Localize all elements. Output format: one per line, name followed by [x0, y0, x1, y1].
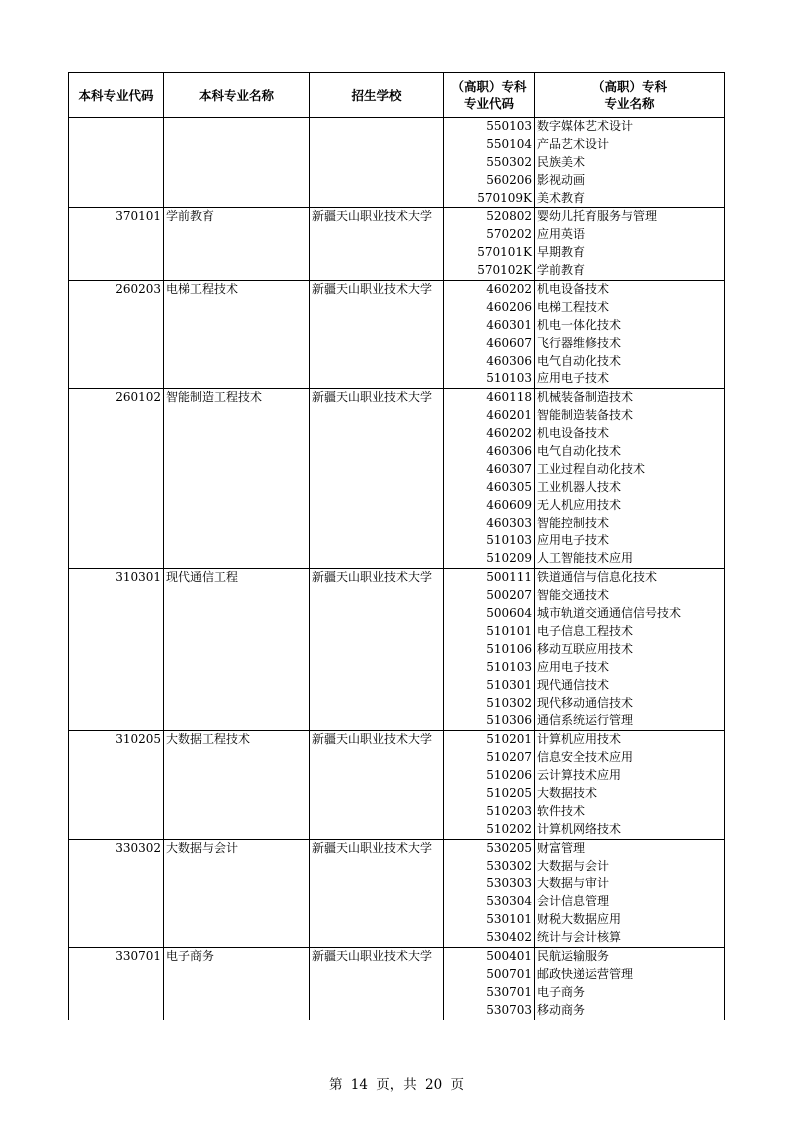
zk-name: 统计与会计核算: [537, 930, 622, 945]
bk-code-cell-text: 370101: [115, 209, 161, 224]
zk-code: 510106: [486, 641, 532, 656]
zk-code: 460306: [486, 353, 532, 368]
zk-name: 美术教育: [537, 190, 586, 205]
zk-code: 570202: [486, 227, 532, 242]
zk-code: 460201: [486, 408, 532, 423]
school-cell: [310, 839, 444, 947]
zk-code-cell: [444, 569, 535, 731]
school-cell-text: 新疆天山职业技术大学: [312, 570, 433, 585]
zk-code-cell: [444, 839, 535, 947]
zk-name: 应用电子技术: [537, 533, 610, 548]
bk-name-cell: [164, 208, 310, 281]
bk-name-cell-text: 大数据工程技术: [166, 732, 251, 747]
zk-name: 云计算技术应用: [537, 768, 622, 783]
zk-name: 移动互联应用技术: [537, 641, 634, 656]
zk-name: 移动商务: [537, 1002, 586, 1017]
bk-name-cell: [164, 839, 310, 947]
bk-name-cell-text: 电梯工程技术: [166, 282, 239, 297]
zk-name: 大数据技术: [537, 785, 598, 800]
zk-name: 计算机网络技术: [537, 821, 622, 836]
zk-code: 510202: [486, 821, 532, 836]
bk-name-cell-text: 电子商务: [166, 948, 215, 963]
zk-code: 510103: [486, 659, 532, 674]
zk-name: 机电设备技术: [537, 426, 610, 441]
zk-name-cell: [535, 208, 725, 281]
footer-total-pages: 20: [425, 1077, 443, 1093]
zk-name: 机电一体化技术: [537, 317, 622, 332]
zk-code: 530304: [486, 894, 532, 909]
zk-code: 510203: [486, 803, 532, 818]
zk-name: 早期教育: [537, 245, 586, 260]
zk-name: 智能交通技术: [537, 588, 610, 603]
table-row: [69, 208, 725, 281]
zk-code: 550104: [486, 136, 532, 151]
zk-code: 570109K: [477, 190, 532, 205]
zk-code: 520802: [486, 209, 532, 224]
zk-name: 财富管理: [537, 840, 586, 855]
zk-code: 460202: [486, 282, 532, 297]
zk-code: 510306: [486, 713, 532, 728]
zk-name: 民族美术: [537, 154, 586, 169]
zk-name: 机械装备制造技术: [537, 390, 634, 405]
bk-code-cell: [69, 947, 164, 1019]
table-row: [69, 118, 725, 208]
zk-code-cell: [444, 208, 535, 281]
zk-name: 电气自动化技术: [537, 353, 622, 368]
major-table: [68, 72, 725, 1020]
zk-code: 460307: [486, 461, 532, 476]
zk-name: 飞行器维修技术: [537, 335, 622, 350]
school-cell: [310, 569, 444, 731]
zk-name-cell: [535, 569, 725, 731]
zk-name: 智能制造装备技术: [537, 408, 634, 423]
bk-name-cell: [164, 947, 310, 1019]
school-cell: [310, 947, 444, 1019]
school-cell-text: 新疆天山职业技术大学: [312, 948, 433, 963]
zk-code: 530302: [486, 858, 532, 873]
zk-name: 会计信息管理: [537, 894, 610, 909]
zk-code: 500604: [486, 606, 532, 621]
table-row: [69, 731, 725, 839]
zk-name-cell: [535, 118, 725, 208]
zk-code: 460306: [486, 444, 532, 459]
bk-code-cell-text: 330302: [115, 840, 161, 855]
bk-name-cell-text: 学前教育: [166, 209, 215, 224]
zk-code: 460202: [486, 426, 532, 441]
zk-name: 信息安全技术应用: [537, 750, 634, 765]
school-cell-text: [310, 118, 443, 136]
zk-name: 通信系统运行管理: [537, 713, 634, 728]
bk-name-cell: [164, 389, 310, 569]
bk-code-cell: [69, 118, 164, 208]
zk-name: 机电设备技术: [537, 282, 610, 297]
zk-code-cell: [444, 947, 535, 1019]
footer-suffix: 页: [450, 1077, 465, 1093]
table-row: [69, 389, 725, 569]
table-row: [69, 569, 725, 731]
zk-code: 500401: [486, 948, 532, 963]
table-body: [69, 118, 725, 1020]
table-row: [69, 947, 725, 1019]
bk-code-cell: [69, 281, 164, 389]
bk-code-cell: [69, 731, 164, 839]
bk-code-cell: [69, 839, 164, 947]
zk-code: 460303: [486, 515, 532, 530]
zk-name: 影视动画: [537, 172, 586, 187]
zk-code-cell: [444, 731, 535, 839]
zk-code: 570101K: [477, 245, 532, 260]
header-bk-code: 本科专业代码: [69, 73, 164, 118]
zk-code: 530205: [486, 840, 532, 855]
zk-code: 570102K: [477, 263, 532, 278]
bk-name-cell-text: 现代通信工程: [166, 570, 239, 585]
school-cell-text: 新疆天山职业技术大学: [312, 390, 433, 405]
school-cell: [310, 118, 444, 208]
zk-name: 大数据与会计: [537, 858, 610, 873]
zk-code: 530402: [486, 930, 532, 945]
bk-code-cell: [69, 569, 164, 731]
zk-code: 460118: [486, 390, 532, 405]
footer-page-number: 14: [350, 1077, 368, 1093]
zk-name: 无人机应用技术: [537, 497, 622, 512]
zk-code: 500111: [486, 570, 532, 585]
zk-name: 应用电子技术: [537, 659, 610, 674]
bk-name-cell: [164, 569, 310, 731]
zk-name: 现代通信技术: [537, 677, 610, 692]
zk-code: 510206: [486, 768, 532, 783]
zk-code: 500701: [486, 966, 532, 981]
bk-code-cell: [69, 208, 164, 281]
bk-name-cell: [164, 731, 310, 839]
zk-name: 铁道通信与信息化技术: [537, 570, 658, 585]
bk-name-cell-text: [164, 118, 309, 136]
header-zk-code: （高职）专科 专业代码: [444, 73, 535, 118]
school-cell-text: 新疆天山职业技术大学: [312, 282, 433, 297]
zk-code: 460305: [486, 479, 532, 494]
bk-code-cell-text: 310205: [115, 732, 161, 747]
zk-name: 数字媒体艺术设计: [537, 119, 634, 133]
school-cell-text: 新疆天山职业技术大学: [312, 840, 433, 855]
zk-code: 460607: [486, 335, 532, 350]
zk-code: 460301: [486, 317, 532, 332]
header-bk-name: 本科专业名称: [164, 73, 310, 118]
zk-name: 应用电子技术: [537, 371, 610, 386]
zk-name: 婴幼儿托育服务与管理: [537, 209, 658, 224]
zk-name: 电梯工程技术: [537, 299, 610, 314]
zk-name: 邮政快递运营管理: [537, 966, 634, 981]
zk-name-cell: [535, 947, 725, 1019]
zk-name-cell: [535, 731, 725, 839]
bk-code-cell-text: [69, 118, 163, 136]
zk-code-cell: [444, 389, 535, 569]
bk-code-cell-text: 310301: [115, 570, 161, 585]
zk-name: 财税大数据应用: [537, 912, 622, 927]
zk-name: 电子商务: [537, 984, 586, 999]
page-footer: [0, 1073, 793, 1093]
bk-code-cell-text: 330701: [115, 948, 161, 963]
zk-code-cell: [444, 281, 535, 389]
zk-code: 530701: [486, 984, 532, 999]
bk-name-cell: [164, 281, 310, 389]
school-cell-text: 新疆天山职业技术大学: [312, 732, 433, 747]
zk-code: 510209: [486, 551, 532, 566]
zk-code: 460609: [486, 497, 532, 512]
zk-name: 工业机器人技术: [537, 479, 622, 494]
footer-mid: 页，共: [376, 1077, 417, 1093]
zk-code: 460206: [486, 299, 532, 314]
zk-name: 应用英语: [537, 227, 586, 242]
bk-name-cell-text: 智能制造工程技术: [166, 390, 263, 405]
zk-code: 510103: [486, 371, 532, 386]
zk-code: 530101: [486, 912, 532, 927]
zk-name: 产品艺术设计: [537, 136, 610, 151]
header-row: [69, 73, 725, 118]
bk-name-cell-text: 大数据与会计: [166, 840, 239, 855]
zk-name: 现代移动通信技术: [537, 695, 634, 710]
school-cell: [310, 208, 444, 281]
zk-code: 500207: [486, 588, 532, 603]
bk-code-cell-text: 260203: [115, 282, 161, 297]
zk-code: 510302: [486, 695, 532, 710]
zk-code-cell: [444, 118, 535, 208]
table-row: [69, 281, 725, 389]
zk-name: 民航运输服务: [537, 948, 610, 963]
zk-name: 计算机应用技术: [537, 732, 622, 747]
zk-code: 550302: [486, 154, 532, 169]
zk-code: 530303: [486, 876, 532, 891]
zk-code: 510205: [486, 785, 532, 800]
school-cell: [310, 731, 444, 839]
zk-name: 软件技术: [537, 803, 586, 818]
zk-name: 智能控制技术: [537, 515, 610, 530]
zk-code: 560206: [486, 172, 532, 187]
zk-name-cell: [535, 389, 725, 569]
school-cell-text: 新疆天山职业技术大学: [312, 209, 433, 224]
zk-name: 大数据与审计: [537, 876, 610, 891]
bk-code-cell: [69, 389, 164, 569]
zk-name: 工业过程自动化技术: [537, 461, 646, 476]
bk-code-cell-text: 260102: [115, 390, 161, 405]
zk-name: 城市轨道交通通信信号技术: [537, 606, 682, 621]
zk-name-cell: [535, 281, 725, 389]
header-zk-name: （高职）专科 专业名称: [535, 73, 725, 118]
zk-name: 人工智能技术应用: [537, 551, 634, 566]
school-cell: [310, 389, 444, 569]
zk-code: 510207: [486, 750, 532, 765]
zk-name-cell: [535, 839, 725, 947]
zk-name: 电子信息工程技术: [537, 623, 634, 638]
header-school: 招生学校: [310, 73, 444, 118]
bk-name-cell: [164, 118, 310, 208]
zk-name: 学前教育: [537, 263, 586, 278]
zk-code: 510101: [486, 623, 532, 638]
zk-code: 550103: [486, 119, 532, 133]
zk-code: 510103: [486, 533, 532, 548]
zk-code: 530703: [486, 1002, 532, 1017]
footer-prefix: 第: [328, 1077, 343, 1093]
zk-code: 510301: [486, 677, 532, 692]
zk-name: 电气自动化技术: [537, 444, 622, 459]
zk-code: 510201: [486, 732, 532, 747]
school-cell: [310, 281, 444, 389]
table-row: [69, 839, 725, 947]
